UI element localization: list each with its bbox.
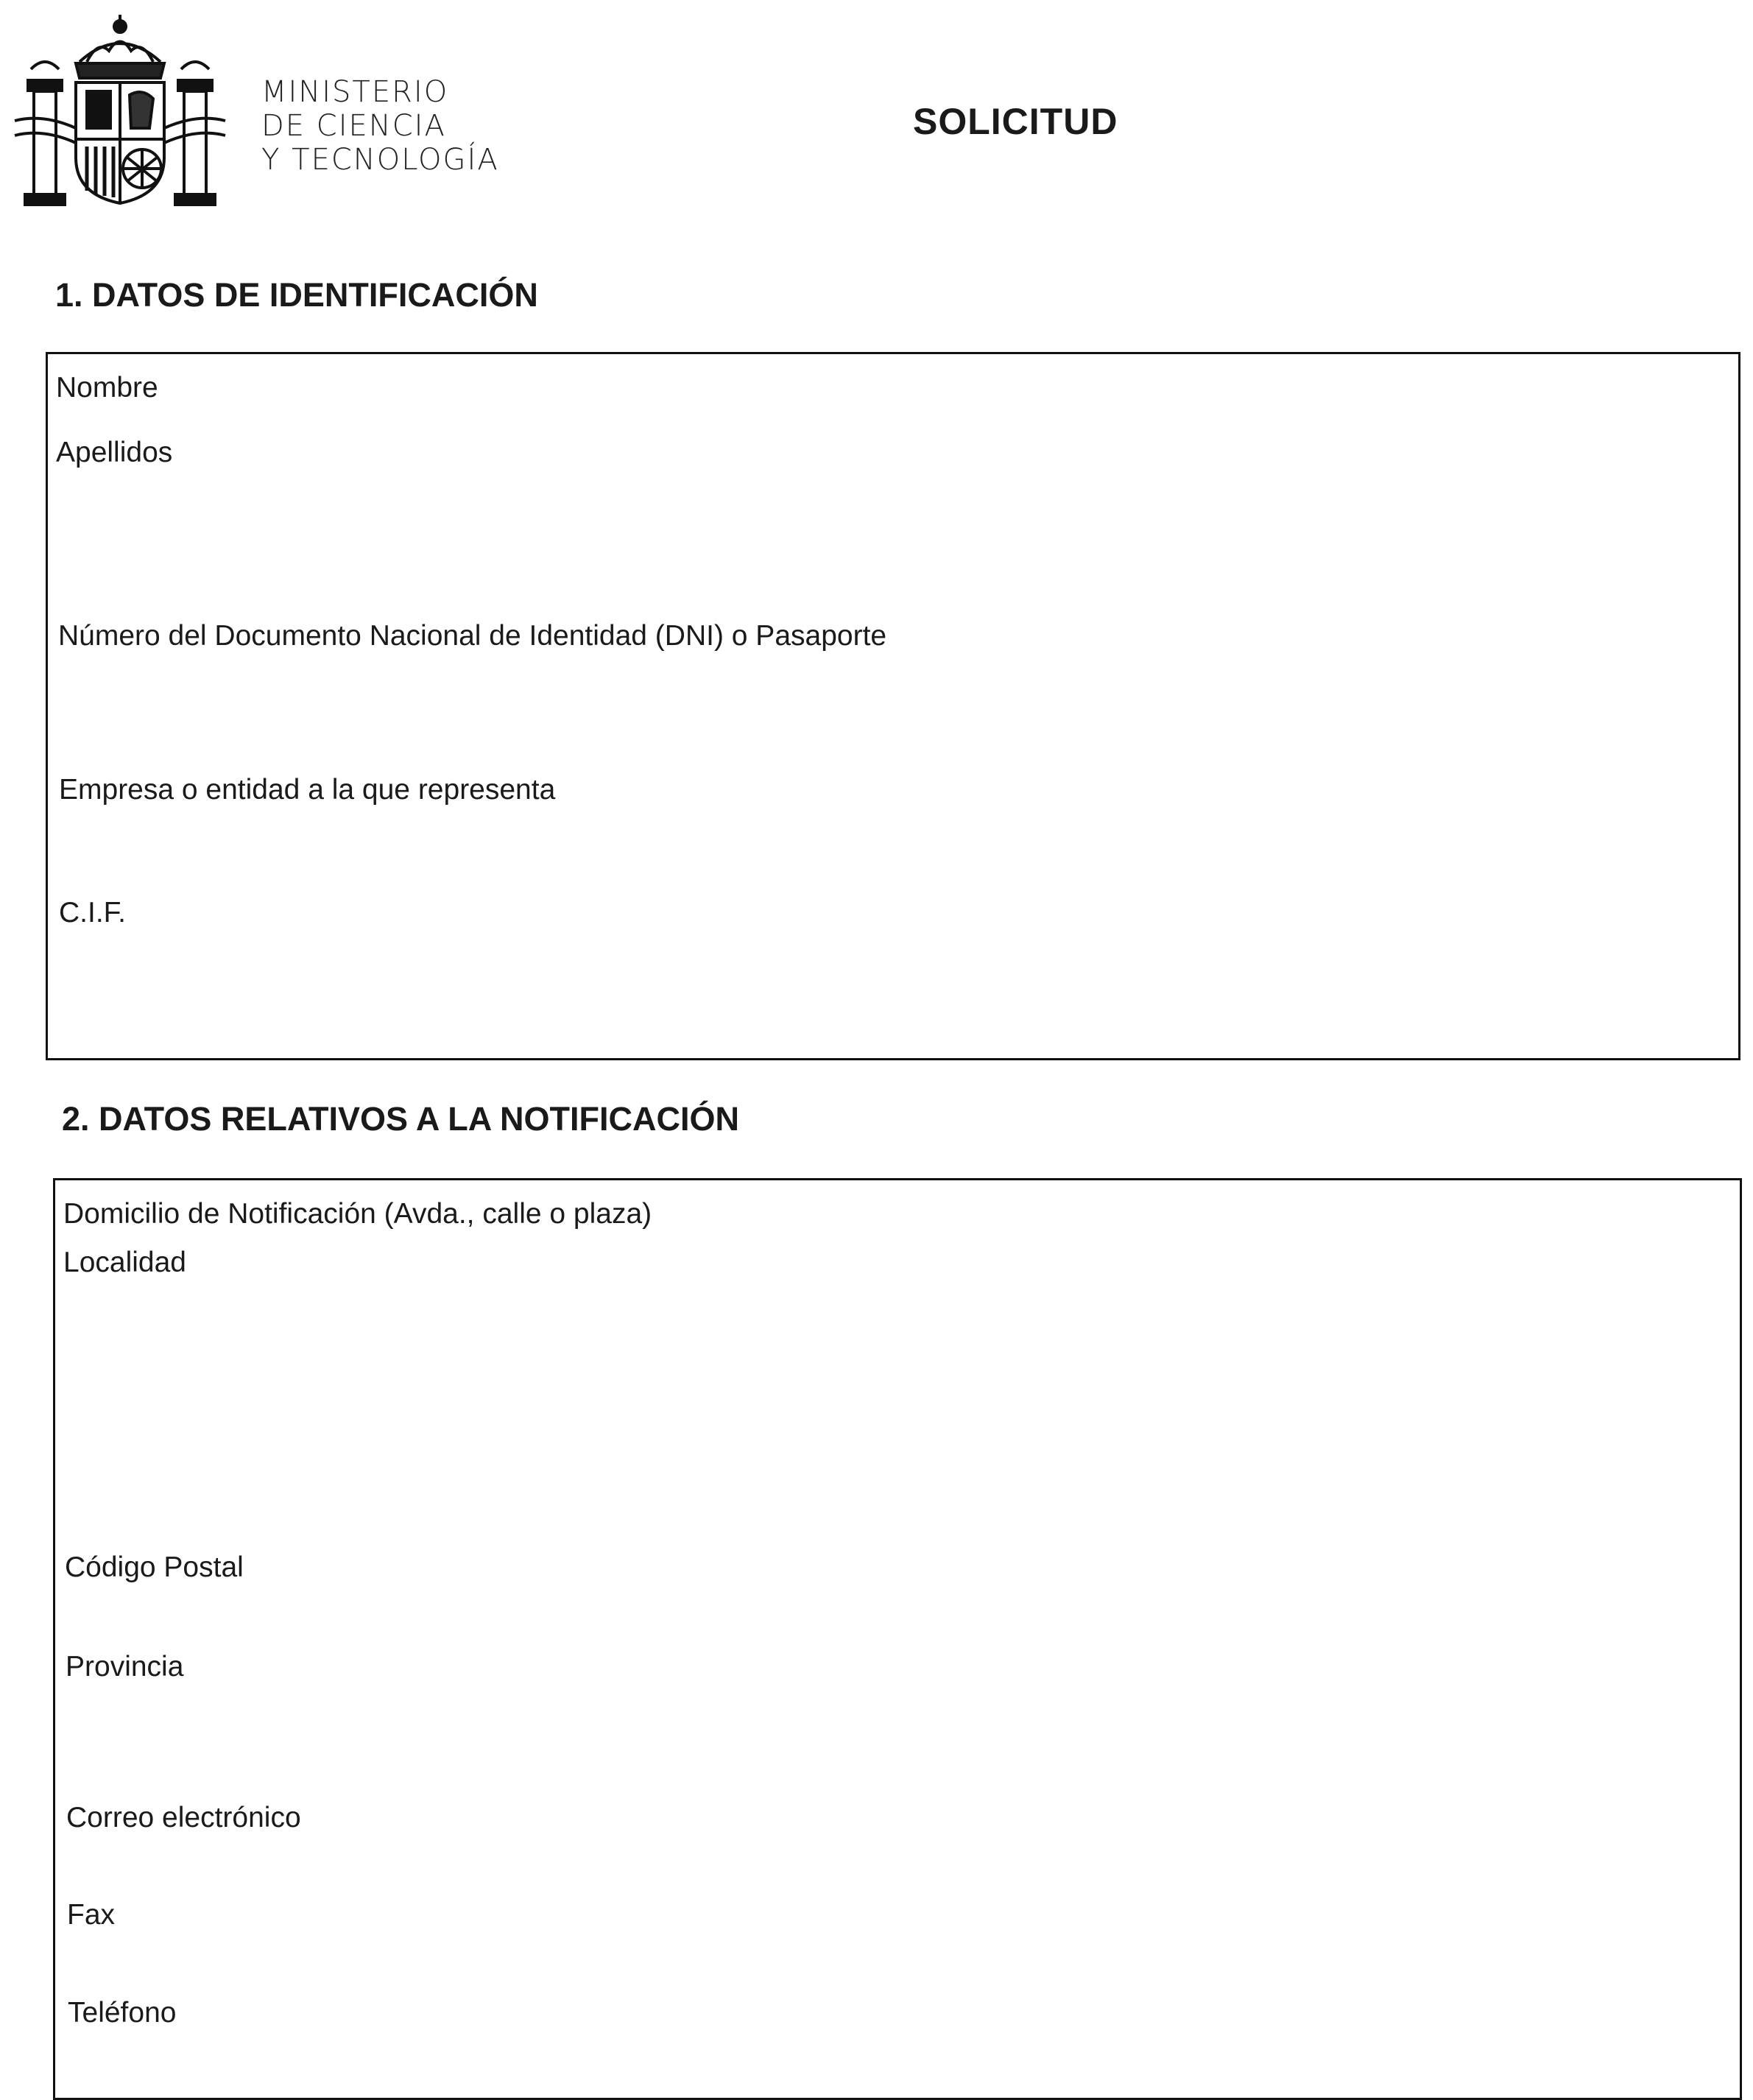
ministry-line-1: MINISTERIO: [261, 75, 449, 109]
section-2-heading: 2. DATOS RELATIVOS A LA NOTIFICACIÓN: [62, 1100, 740, 1138]
field-label-correo: Correo electrónico: [66, 1802, 301, 1833]
ministry-name: [261, 75, 499, 177]
ministry-line-2: DE CIENCIA: [261, 109, 446, 143]
field-label-empresa: Empresa o entidad a la que representa: [59, 774, 556, 806]
field-label-fax: Fax: [67, 1899, 116, 1931]
field-label-apellidos: Apellidos: [56, 437, 173, 468]
notification-box: [53, 1178, 1742, 2100]
field-label-dni: Número del Documento Nacional de Identidad (DNI) o Pasaporte: [58, 620, 887, 652]
field-label-provincia: Provincia: [66, 1651, 184, 1683]
field-label-cif: C.I.F.: [59, 897, 127, 929]
page-title: SOLICITUD: [913, 101, 1118, 142]
field-label-nombre: Nombre: [56, 372, 158, 404]
identification-box: [46, 352, 1740, 1060]
field-label-domicilio: Domicilio de Notificación (Avda., calle o plaza): [63, 1198, 652, 1230]
coat-of-arms-icon: [13, 10, 227, 209]
field-label-telefono: Teléfono: [68, 1997, 177, 2029]
section-1-heading: 1. DATOS DE IDENTIFICACIÓN: [55, 276, 538, 314]
field-label-localidad: Localidad: [63, 1247, 186, 1278]
field-label-codigo-postal: Código Postal: [65, 1551, 244, 1583]
ministry-line-3: Y TECNOLOGÍA: [261, 143, 499, 177]
